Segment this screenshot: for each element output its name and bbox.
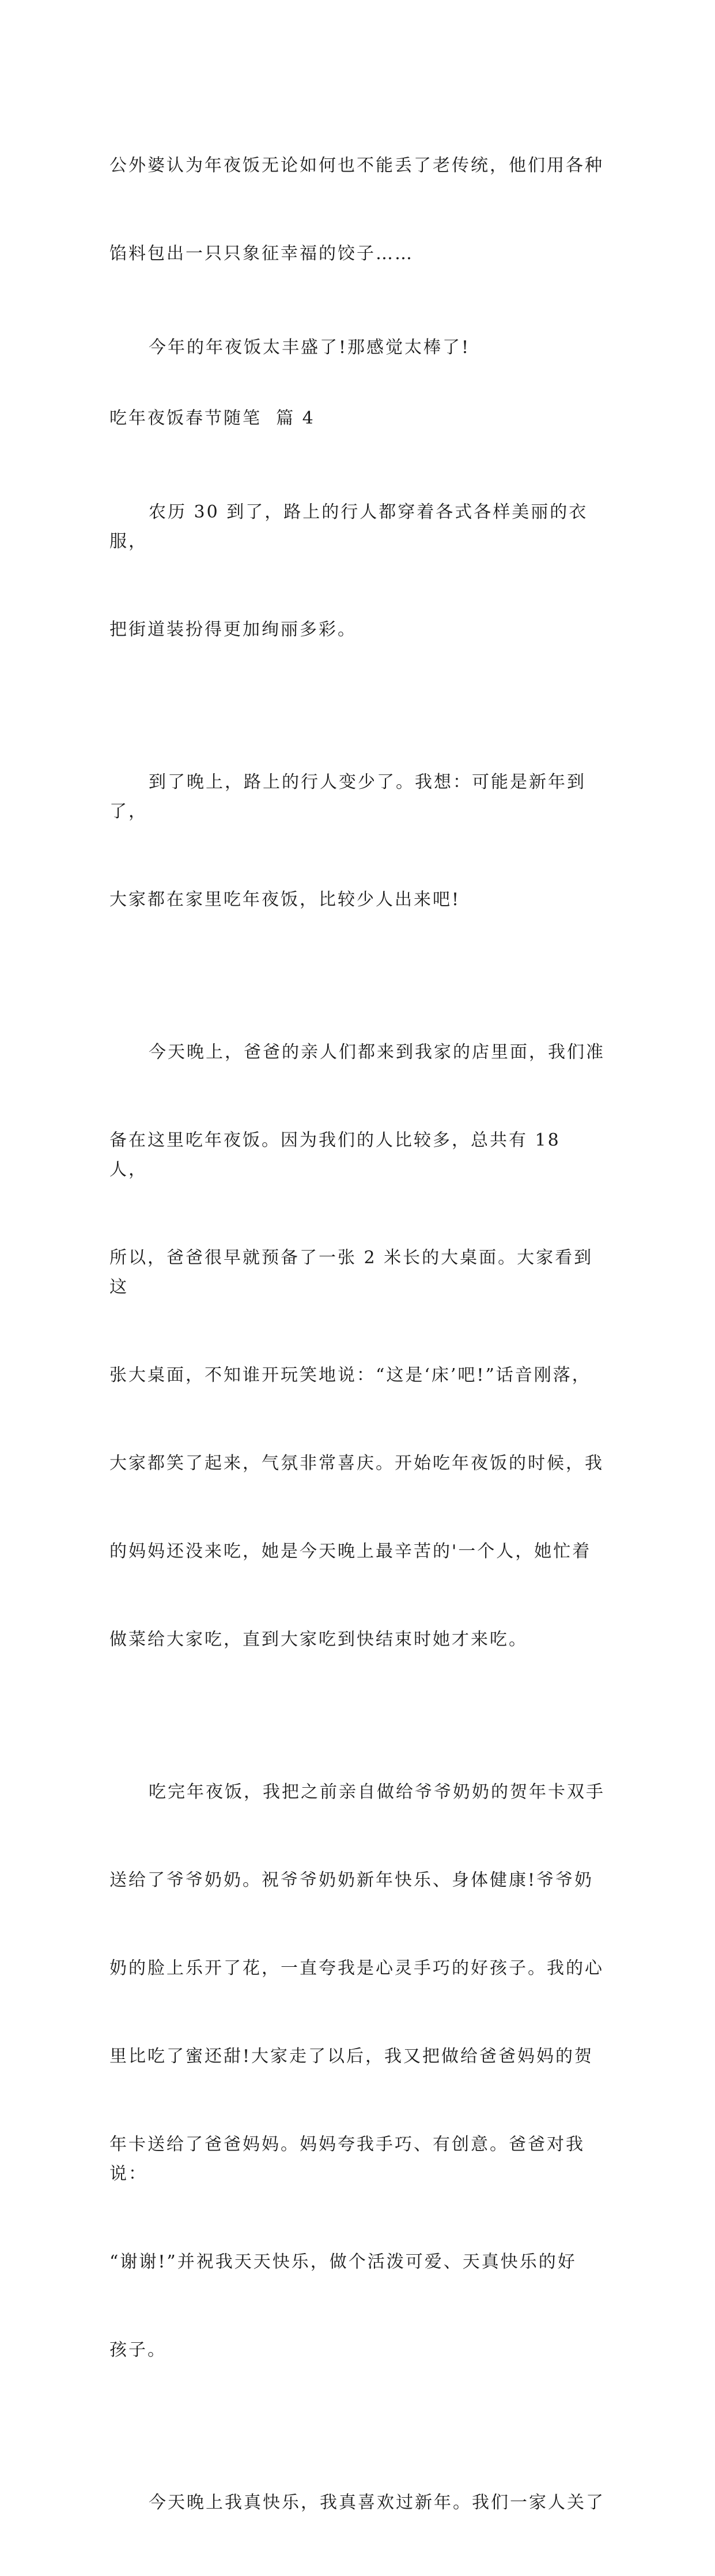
text-line: 把街道装扮得更加绚丽多彩。 xyxy=(109,620,357,640)
text-line: 送给了爷爷奶奶。祝爷爷奶奶新年快乐、身体健康!爷爷奶 xyxy=(109,1870,594,1890)
intro-closing: 今年的年夜饭太丰盛了!那感觉太棒了! xyxy=(149,337,471,358)
text-line: 奶的脸上乐开了花，一直夸我是心灵手巧的好孩子。我的心 xyxy=(109,1958,604,1978)
text-line: 馅料包出一只只象征幸福的饺子…… xyxy=(109,244,414,264)
paragraph-3 xyxy=(109,979,605,1713)
text-line: 孩子。 xyxy=(109,2340,167,2360)
document-body xyxy=(109,92,605,2576)
text-line: 到了晚上，路上的行人变少了。我想：可能是新年到了， xyxy=(109,772,586,822)
paragraph-2 xyxy=(109,709,605,973)
paragraph-5 xyxy=(109,2429,605,2576)
text-line: 吃完年夜饭，我把之前亲自做给爷爷奶奶的贺年卡双手 xyxy=(149,1782,605,1802)
text-line: “谢谢!”并祝我天天快乐，做个活泼可爱、天真快乐的好 xyxy=(109,2252,577,2272)
text-line: 今天晚上，爸爸的亲人们都来到我家的店里面，我们准 xyxy=(149,1042,605,1062)
text-line: 的妈妈还没来吃，她是今天晚上最辛苦的'一个人，她忙着 xyxy=(109,1541,592,1561)
text-line: 张大桌面，不知谁开玩笑地说：“这是‘床’吧!”话音刚落， xyxy=(109,1365,591,1385)
text-line: 大家都在家里吃年夜饭，比较少人出来吧! xyxy=(109,890,461,910)
intro-paragraph xyxy=(109,92,605,327)
text-line: 年卡送给了爸爸妈妈。妈妈夸我手巧、有创意。爸爸对我说： xyxy=(109,2134,585,2184)
text-line: 做菜给大家吃，直到大家吃到快结束时她才来吃。 xyxy=(109,1629,528,1650)
paragraph-1 xyxy=(109,439,605,703)
text-line: 里比吃了蜜还甜!大家走了以后，我又把做给爸爸妈妈的贺 xyxy=(109,2046,594,2066)
text-line: 大家都笑了起来，气氛非常喜庆。开始吃年夜饭的时候，我 xyxy=(109,1453,604,1473)
text-line: 公外婆认为年夜饭无论如何也不能丢了老传统，他们用各种 xyxy=(109,155,604,176)
text-line: 所以，爸爸很早就预备了一张 2 米长的大桌面。大家看到这 xyxy=(109,1248,593,1297)
text-line: 农历 30 到了，路上的行人都穿着各式各样美丽的衣服， xyxy=(109,502,588,552)
section-title: 吃年夜饭春节随笔 篇 4 xyxy=(109,408,315,428)
paragraph-4 xyxy=(109,1719,605,2423)
text-line: 备在这里吃年夜饭。因为我们的人比较多，总共有 18 人， xyxy=(109,1130,568,1180)
text-line: 今天晚上我真快乐，我真喜欢过新年。我们一家人关了 xyxy=(149,2493,605,2513)
